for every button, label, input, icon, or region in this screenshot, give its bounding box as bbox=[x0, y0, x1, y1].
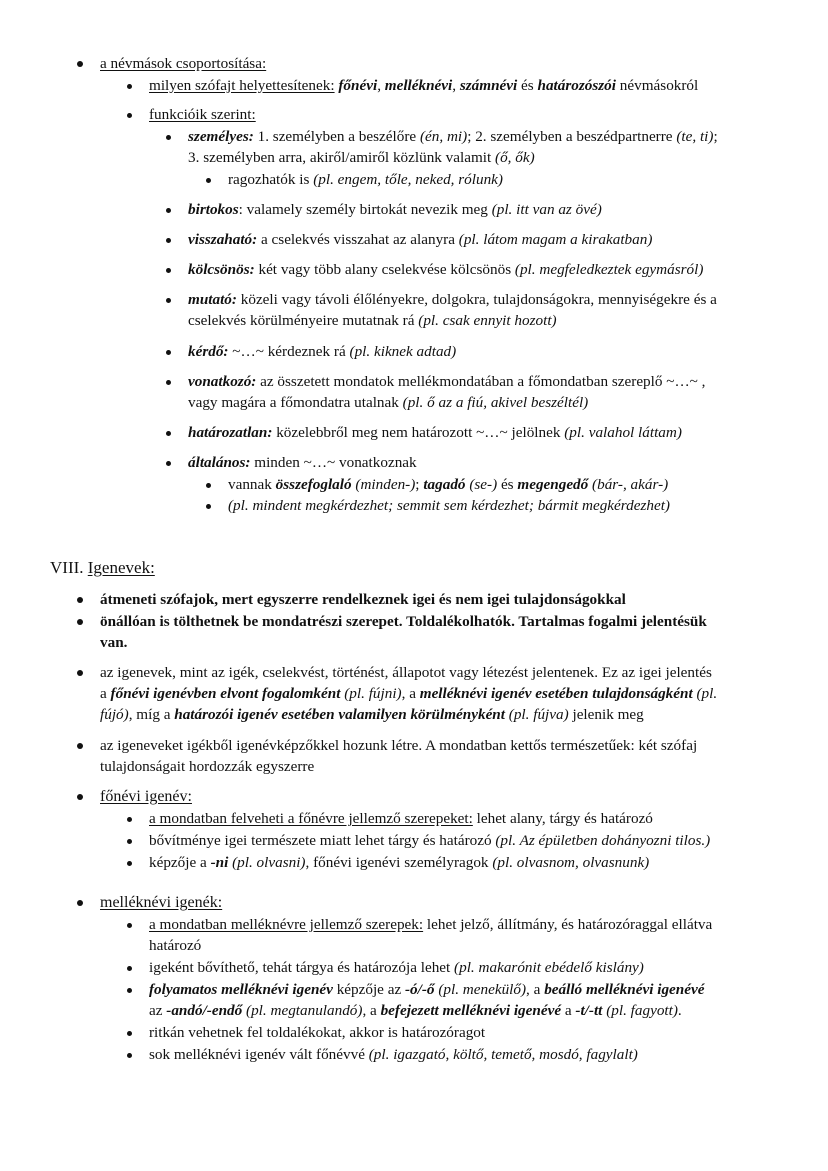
list-item-continuation: határozó bbox=[149, 937, 202, 954]
list-item-continuation: tulajdonságait hordozzák egyszerre bbox=[100, 758, 315, 775]
list-item: képzője a -ni (pl. olvasni), főnévi igenévi személyragok (pl. olvasnom, olvasnunk) bbox=[149, 854, 650, 871]
list-item: önállóan is tölthetnek be mondatrészi szerepet. Toldalékolhatók. Tartalmas fogalmi jelentésük bbox=[100, 613, 707, 630]
list-item-continuation: van. bbox=[100, 634, 128, 651]
list-item-continuation: fújó), míg a határozói igenév esetében valamilyen körülményként (pl. fújva) jelenik meg bbox=[100, 706, 644, 723]
list-item: átmeneti szófajok, mert egyszerre rendelkeznek igei és nem igei tulajdonságokkal bbox=[100, 591, 626, 608]
list-item: visszaható: a cselekvés visszahat az alanyra (pl. látom magam a kirakatban) bbox=[188, 231, 653, 248]
list-item-continuation: 3. személyben arra, akiről/amiről közlünk valamit (ő, ők) bbox=[188, 149, 535, 166]
list-item: folyamatos melléknévi igenév képzője az -ó/-ő (pl. menekülő), a beálló melléknévi igenévé bbox=[149, 981, 705, 998]
list-item-continuation: cselekvés körülményeire mutatnak rá (pl. csak ennyit hozott) bbox=[188, 312, 557, 329]
list-item: funkcióik szerint: bbox=[149, 106, 256, 123]
list-item: igeként bővíthető, tehát tárgya és határozója lehet (pl. makarónit ebédelő kislány) bbox=[149, 959, 644, 976]
list-item: a mondatban felveheti a főnévre jellemző szerepeket: lehet alany, tárgy és határozó bbox=[149, 810, 653, 827]
list-item-continuation: az -andó/-endő (pl. megtanulandó), a befejezett melléknévi igenévé a -t/-tt (pl. fagyott). bbox=[149, 1002, 682, 1019]
heading-fonevi-igenev: főnévi igenév: bbox=[100, 788, 192, 805]
list-item: az igeneveket igékből igenévképzőkkel hozunk létre. A mondatban kettős természetűek: két szófaj bbox=[100, 737, 698, 754]
list-item: ritkán vehetnek fel toldalékokat, akkor is határozóragot bbox=[149, 1024, 486, 1041]
list-item: milyen szófajt helyettesítenek: főnévi, melléknévi, számnévi és határozószói névmásokról bbox=[149, 77, 699, 94]
list-item: ragozhatók is (pl. engem, tőle, neked, rólunk) bbox=[228, 171, 503, 188]
list-item: vannak összefoglaló (minden-); tagadó (se-) és megengedő (bár-, akár-) bbox=[228, 476, 669, 493]
list-item: birtokos: valamely személy birtokát nevezik meg (pl. itt van az övé) bbox=[188, 201, 602, 218]
list-item: mutató: közeli vagy távoli élőlényekre, dolgokra, tulajdonságokra, mennyiségekre és a bbox=[188, 291, 717, 308]
list-item: (pl. mindent megkérdezhet; semmit sem kérdezhet; bármit megkérdezhet) bbox=[228, 497, 670, 514]
heading-melleknevi-igenev: melléknévi igenék: bbox=[100, 894, 223, 911]
list-item: személyes: 1. személyben a beszélőre (én, mi); 2. személyben a beszédpartnerre (te, ti); bbox=[188, 128, 718, 145]
list-item: általános: minden ~…~ vonatkoznak bbox=[188, 454, 417, 471]
heading-nevmasok: a névmások csoportosítása: bbox=[100, 55, 267, 72]
list-item: sok melléknévi igenév vált főnévvé (pl. igazgató, költő, temető, mosdó, fagylalt) bbox=[149, 1046, 638, 1063]
list-item-continuation: a főnévi igenévben elvont fogalomként (pl. fújni), a melléknévi igenév esetében tulajdonságként (pl. bbox=[100, 685, 718, 702]
list-item: az igenevek, mint az igék, cselekvést, történést, állapotot vagy létezést jelentenek. Ez az igei jelentés bbox=[100, 664, 712, 681]
list-item: kölcsönös: két vagy több alany cselekvése kölcsönös (pl. megfeledkeztek egymásról) bbox=[188, 261, 704, 278]
list-item: vonatkozó: az összetett mondatok mellékmondatában a főmondatban szereplő ~…~ , bbox=[188, 373, 706, 390]
list-item bbox=[100, 53, 266, 74]
list-item: kérdő: ~…~ kérdeznek rá (pl. kiknek adtad) bbox=[188, 343, 457, 360]
list-item: bővítménye igei természete miatt lehet tárgy és határozó (pl. Az épületben dohányozni tilos.) bbox=[149, 832, 711, 849]
list-item-continuation: vagy magára a főmondatra utalnak (pl. ő az a fiú, akivel beszéltél) bbox=[188, 394, 589, 411]
list-item bbox=[100, 892, 222, 913]
list-item: határozatlan: közelebbről meg nem határozott ~…~ jelölnek (pl. valahol láttam) bbox=[188, 424, 682, 441]
section-title: VIII. Igenevek: bbox=[50, 558, 155, 577]
list-item: a mondatban melléknévre jellemző szerepek: lehet jelző, állítmány, és határozóraggal ellátva bbox=[149, 916, 713, 933]
list-item bbox=[100, 786, 192, 807]
